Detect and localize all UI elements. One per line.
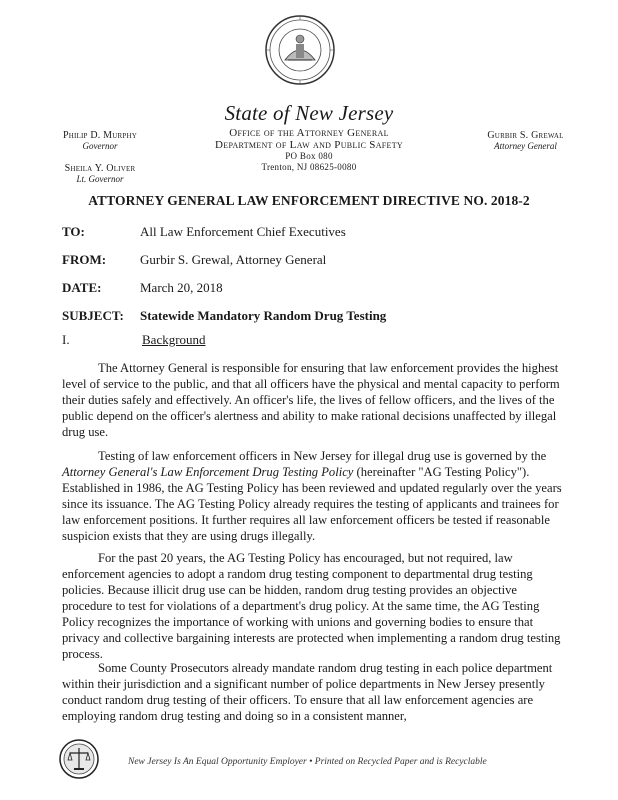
memo-label: FROM: [62,252,107,267]
memo-from [62,252,326,268]
state-title: State of New Jersey [224,101,394,125]
office-block [150,127,468,173]
city-address: Trenton, NJ 08625-0080 [261,162,357,172]
paragraph-text: Testing of law enforcement officers in New Jersey for illegal drug use is governed by the [98,449,547,463]
lt-governor-name: Sheila Y. Oliver [64,163,136,174]
ag-title: Attorney General [494,141,557,151]
attorney-general-block [468,130,583,151]
po-box: PO Box 080 [285,151,333,161]
paragraph-text: The Attorney General is responsible for ensuring that law enforcement provides the highest level of service to the public, and that all officers have the physical and mental capacity to perform their duties safely and effectively. An officer's life, the lives of fellow officers, and the lives of the public depend on the officer's alertness and ability to make rational decisions unaffected by illegal drug use. [62,361,560,439]
paragraph-4 [62,660,562,724]
section-number: I. [62,332,70,347]
department-line: Department of Law and Public Safety [215,139,403,151]
governor-title: Governor [82,141,118,151]
memo-label: TO: [62,224,85,239]
ag-name: Gurbir S. Grewal [487,130,564,141]
governor-block [40,130,160,184]
directive-title: ATTORNEY GENERAL LAW ENFORCEMENT DIRECTIVE NO. 2018-2 [88,193,530,208]
memo-label: DATE: [62,280,102,295]
memo-value: March 20, 2018 [140,280,223,295]
state-seal [263,12,337,92]
policy-title: Attorney General's Law Enforcement Drug Testing Policy [62,465,354,479]
paragraph-3 [62,550,562,662]
memo-subject [62,308,386,324]
memo-value: All Law Enforcement Chief Executives [140,224,346,239]
governor-name: Philip D. Murphy [63,130,137,141]
paragraph-text: (hereinafter "AG Testing Policy"). Established in 1986, the AG Testing Policy has been reviewed and updated regularly over the years since its issuance. The AG Testing Policy already requires the testing of applicants and trainees for law enforcement positions. It further requires all law enforcement officers be tested if reasonable suspicion exists that they are using drugs illegally. [62,465,562,543]
memo-label: SUBJECT: [62,308,124,323]
lt-governor-title: Lt. Governor [76,174,124,184]
paragraph-1 [62,360,562,440]
memo-value: Statewide Mandatory Random Drug Testing [140,308,387,323]
memo-value: Gurbir S. Grewal, Attorney General [140,252,327,267]
office-line: Office of the Attorney General [229,127,389,139]
paragraph-2 [62,448,562,544]
paragraph-text: Some County Prosecutors already mandate random drug testing in each police department within their jurisdiction and a significant number of police departments in New Jersey presently conduct random drug testing of their officers. To ensure that all law enforcement agencies are employing random drug testing and doing so in a consistent manner, [62,661,553,723]
footer-text: New Jersey Is An Equal Opportunity Employer • Printed on Recycled Paper and is Recyclable [128,757,487,767]
section-title: Background [142,332,206,347]
paragraph-text: For the past 20 years, the AG Testing Policy has encouraged, but not required, law enforcement agencies to adopt a random drug testing component to departmental drug testing policies. Because illicit drug use can be hidden, random drug testing provides an objective procedure to test for violations of a department's drug policy. At the same time, the AG Testing Policy recognizes the importance of working with unions and governing bodies to ensure that privacy and collective bargaining interests are protected when implementing a random drug testing process. [62,551,561,661]
memo-to [62,224,346,240]
footer-seal-icon [58,738,100,780]
memo-date [62,280,223,296]
